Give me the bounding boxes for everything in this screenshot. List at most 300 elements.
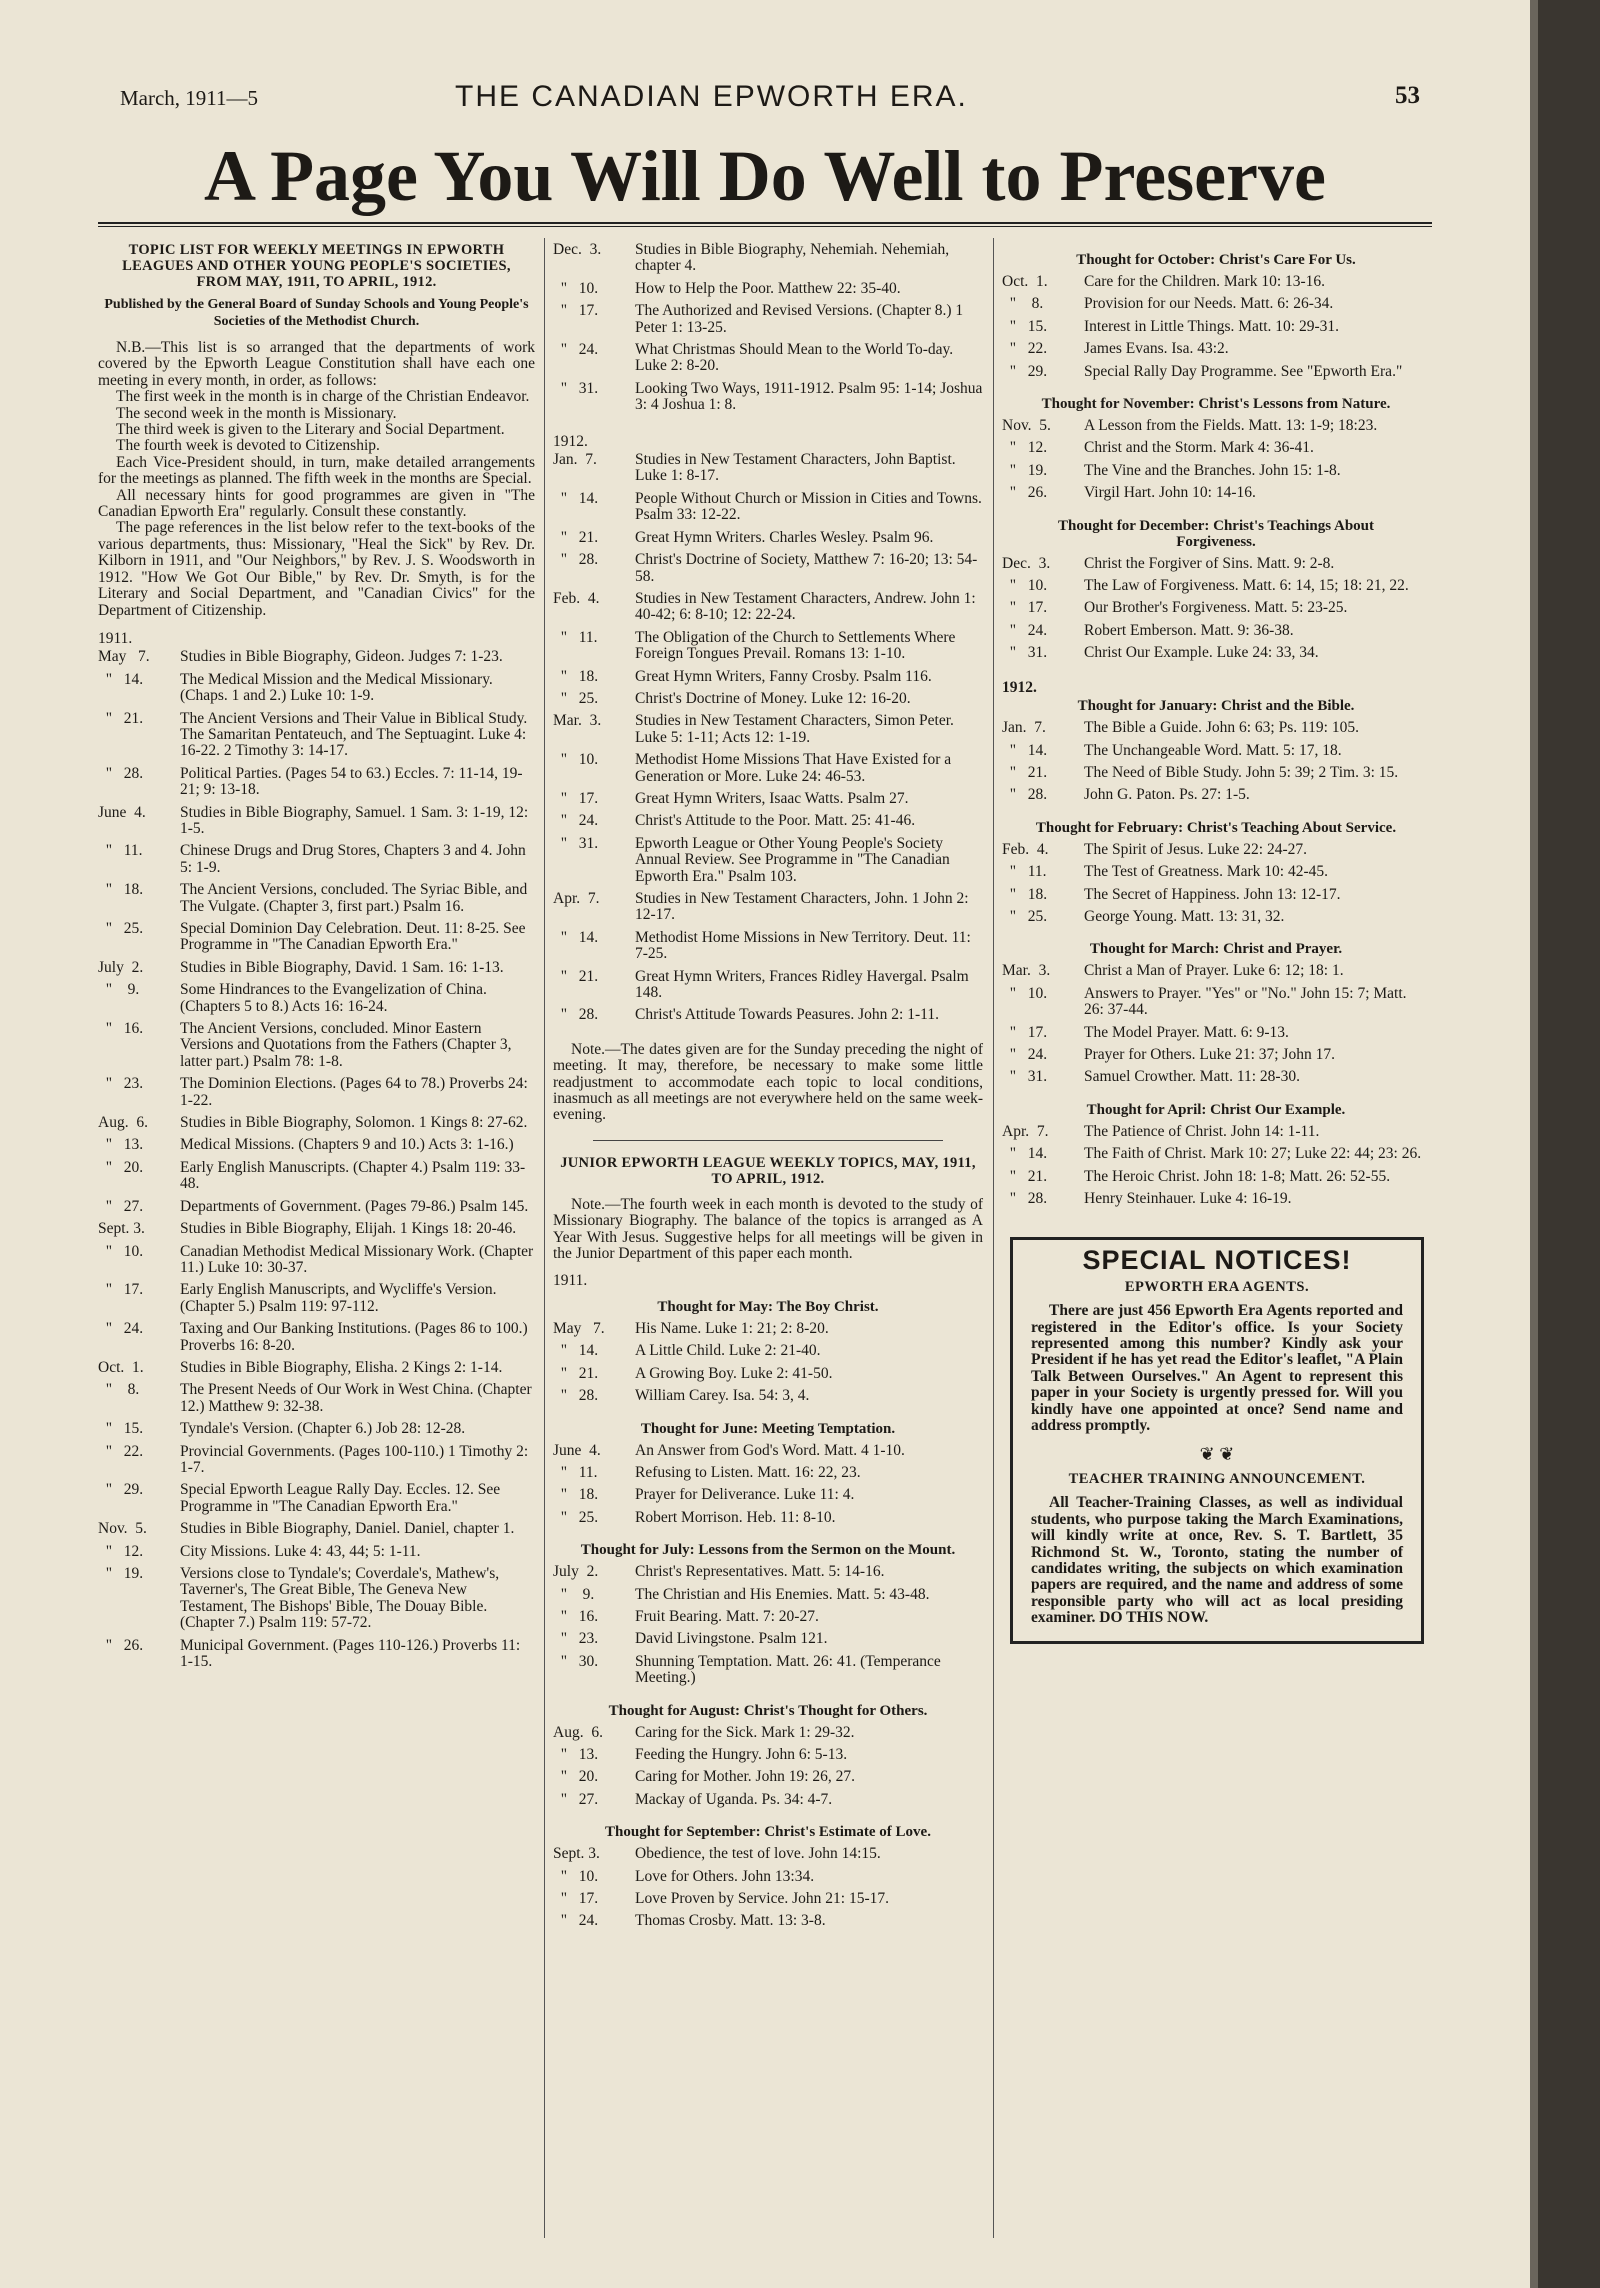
- topic-entry: [553, 1587, 983, 1603]
- entry-date: " 10.: [553, 279, 599, 297]
- topic-entry: [98, 1382, 535, 1415]
- topic-list-title: TOPIC LIST FOR WEEKLY MEETINGS IN EPWORTH LEAGUES AND OTHER YOUNG PEOPLE'S SOCIETIES, FROM MAY, 1911, TO APRIL, 1912.: [122, 242, 511, 290]
- entry-text: Christ's Doctrine of Society, Matthew 7: 16-20; 13: 54-58.: [635, 551, 978, 585]
- topic-entry: [1002, 743, 1430, 759]
- entry-date: " 24.: [553, 1912, 599, 1930]
- topic-entry: [98, 1137, 535, 1153]
- page-headline: A Page You Will Do Well to Preserve: [204, 136, 1326, 216]
- entry-date: " 15.: [1002, 317, 1048, 335]
- entry-date: " 9.: [553, 1585, 595, 1603]
- topic-entry: [553, 1564, 983, 1580]
- entry-date: " 27.: [553, 1790, 599, 1808]
- topic-entry: [1002, 1047, 1430, 1063]
- intro-paragraph: Each Vice-President should, in turn, make detailed arrangements for the meetings as planned. The fifth week in the months are Special.: [98, 453, 535, 488]
- entry-text: Love Proven by Service. John 21: 15-17.: [635, 1890, 889, 1908]
- entry-date: " 23.: [98, 1075, 144, 1093]
- entry-date: " 17.: [98, 1281, 144, 1299]
- entry-date: " 25.: [553, 689, 599, 707]
- entry-text: Mackay of Uganda. Ps. 34: 4-7.: [635, 1790, 833, 1808]
- entry-text: Departments of Government. (Pages 79-86.) Psalm 145.: [180, 1197, 529, 1215]
- topic-entry: [98, 1244, 535, 1277]
- entry-text: The Law of Forgiveness. Matt. 6: 14, 15; 18: 21, 22.: [1084, 577, 1409, 595]
- entry-date: " 10.: [98, 1242, 144, 1260]
- entry-date: Sept. 3.: [553, 1845, 600, 1863]
- entry-text: Great Hymn Writers, Frances Ridley Havergal. Psalm 148.: [635, 967, 969, 1002]
- entry-date: Apr. 7.: [1002, 1122, 1049, 1140]
- topic-entry: [1002, 909, 1430, 925]
- entry-text: Christ's Attitude Towards Peasures. John 2: 1-11.: [635, 1006, 939, 1024]
- entry-date: " 8.: [98, 1381, 140, 1399]
- entry-date: " 28.: [1002, 786, 1048, 804]
- agents-heading: EPWORTH ERA AGENTS.: [1124, 1278, 1310, 1295]
- monthly-thought: Thought for September: Christ's Estimate of Love.: [605, 1824, 931, 1841]
- entry-date: " 29.: [1002, 362, 1048, 380]
- entry-date: " 21.: [553, 528, 599, 546]
- entry-text: Great Hymn Writers. Charles Wesley. Psalm 96.: [635, 528, 934, 546]
- entry-text: The Present Needs of Our Work in West China. (Chapter 12.) Matthew 9: 32-38.: [180, 1381, 532, 1415]
- topic-entries-december: [553, 242, 983, 420]
- entry-text: The Dominion Elections. (Pages 64 to 78.) Proverbs 24: 1-22.: [180, 1075, 528, 1109]
- topic-entry: [1002, 887, 1430, 903]
- entry-text: Methodist Home Missions in New Territory. Deut. 11: 7-25.: [635, 928, 971, 963]
- entry-text: Fruit Bearing. Matt. 7: 20-27.: [635, 1607, 819, 1625]
- entry-date: " 28.: [1002, 1190, 1048, 1207]
- topic-entry: [98, 960, 535, 976]
- entry-date: " 19.: [98, 1565, 144, 1582]
- topic-entry: [98, 1444, 535, 1477]
- year-label: 1912.: [1002, 678, 1037, 696]
- entry-text: Studies in Bible Biography, Nehemiah. Nehemiah, chapter 4.: [635, 241, 950, 275]
- headline-rule-thin: [98, 226, 1432, 227]
- column-1: [98, 242, 535, 1676]
- entry-date: Sept. 3.: [98, 1220, 145, 1238]
- junior-topics-1911-end: [1002, 252, 1430, 668]
- entry-text: The Need of Bible Study. John 5: 39; 2 Tim. 3: 15.: [1084, 763, 1399, 781]
- entry-date: " 18.: [1002, 885, 1048, 903]
- intro-paragraph: The page references in the list below refer to the text-books of the various departments, thus: Missionary, "Heal the Sick" by Rev. Dr. Kilborn in 1911, and "Our Neighbors," by Rev. J. S. Woodsworth in 1912. "How We Got Our Bible," by Rev. Dr. Smyth, is for the Literary and Social Department, and "Canadian Civics" for the Department of Citizenship.: [98, 519, 535, 619]
- entry-date: " 29.: [98, 1481, 144, 1499]
- entry-date: " 14.: [553, 1342, 599, 1360]
- entry-text: Prayer for Others. Luke 21: 37; John 17.: [1084, 1045, 1335, 1063]
- entry-date: " 17.: [1002, 599, 1048, 617]
- entry-text: Municipal Government. (Pages 110-126.) Proverbs 11: 1-15.: [180, 1636, 521, 1671]
- entry-text: The Ancient Versions and Their Value in Biblical Study. The Samaritan Pentateuch, and The Septuagint. Luke 4: 16-22. 2 Timothy 3: 14-17.: [180, 709, 528, 760]
- entry-text: Love for Others. John 13:34.: [635, 1867, 815, 1885]
- junior-note: Note.—The fourth week in each month is devoted to the study of Missionary Biography. The balance of the topics is arranged as A Year With Jesus. Suggestive helps for all meetings will be given in the Junior Department of this paper each month.: [553, 1195, 983, 1263]
- entry-date: " 28.: [553, 551, 599, 569]
- topic-entry: [98, 1360, 535, 1376]
- entry-text: The Model Prayer. Matt. 6: 9-13.: [1084, 1023, 1289, 1041]
- topic-entry: [98, 649, 535, 665]
- entry-text: Chinese Drugs and Drug Stores, Chapters 3 and 4. John 5: 1-9.: [180, 842, 526, 876]
- topic-entry: [553, 1869, 983, 1885]
- topic-entry: [553, 1747, 983, 1763]
- entry-date: " 21.: [98, 709, 144, 727]
- topic-entry: [1002, 1025, 1430, 1041]
- monthly-thought: Thought for November: Christ's Lessons from Nature.: [1041, 396, 1391, 413]
- entry-date: " 25.: [98, 920, 144, 937]
- junior-topics-1912: [1002, 698, 1430, 1213]
- topic-entry: [553, 1343, 983, 1359]
- entry-date: Nov. 5.: [98, 1520, 147, 1538]
- entry-date: " 17.: [553, 789, 599, 807]
- entry-text: Great Hymn Writers, Fanny Crosby. Psalm 116.: [635, 667, 932, 685]
- entry-date: " 23.: [553, 1630, 599, 1648]
- topic-entry: [1002, 578, 1430, 594]
- monthly-thought: Thought for May: The Boy Christ.: [657, 1298, 879, 1315]
- entry-date: " 27.: [98, 1197, 144, 1215]
- entry-date: " 10.: [553, 751, 599, 769]
- entry-text: Prayer for Deliverance. Luke 11: 4.: [635, 1486, 855, 1504]
- page-number: 53: [1395, 82, 1420, 109]
- entry-date: " 11.: [553, 628, 598, 646]
- entry-date: " 12.: [98, 1542, 144, 1560]
- topic-entry: [553, 530, 983, 546]
- entry-text: Studies in Bible Biography, Elisha. 2 Kings 2: 1-14.: [180, 1358, 503, 1376]
- entry-text: The Authorized and Revised Versions. (Chapter 8.) 1 Peter 1: 13-25.: [635, 302, 964, 336]
- entry-text: The Patience of Christ. John 14: 1-11.: [1084, 1122, 1320, 1140]
- entry-date: " 17.: [553, 302, 599, 320]
- entry-text: Epworth League or Other Young People's Society Annual Review. See Programme in "The Canadian Epworth Era." Psalm 103.: [635, 834, 950, 885]
- entry-date: " 28.: [553, 1387, 599, 1405]
- entry-date: " 25.: [1002, 907, 1048, 925]
- entry-date: " 16.: [553, 1607, 599, 1625]
- entry-date: " 14.: [553, 928, 599, 946]
- topic-entry: [553, 1321, 983, 1337]
- teacher-training-text: All Teacher-Training Classes, as well as individual students, who purpose taking the March Examinations, will kindly write at once, Rev. S. T. Bartlett, 35 Richmond St. W., Toronto, stating the number of candidates writing, the subjects on which examination papers are required, and the name and address of some responsible party who will act as local presiding examiner. DO THIS NOW.: [1031, 1494, 1403, 1627]
- topic-entry: [553, 713, 983, 746]
- entry-text: A Growing Boy. Luke 2: 41-50.: [635, 1364, 833, 1382]
- entry-date: Mar. 3.: [1002, 962, 1051, 980]
- topic-entry: [98, 982, 535, 1015]
- topic-entry: [98, 1566, 535, 1632]
- ornament: ❦ ❦: [1199, 1444, 1235, 1465]
- entry-date: " 17.: [1002, 1023, 1048, 1041]
- entry-text: Robert Emberson. Matt. 9: 36-38.: [1084, 621, 1294, 639]
- entry-text: Caring for Mother. John 19: 26, 27.: [635, 1768, 855, 1786]
- entry-text: Early English Manuscripts, and Wycliffe's Version. (Chapter 5.) Psalm 119: 97-112.: [180, 1281, 497, 1315]
- topic-entry: [1002, 440, 1430, 456]
- entry-date: " 31.: [553, 379, 599, 397]
- entry-text: The Obligation of the Church to Settlements Where Foreign Tongues Prevail. Romans 13: 1-10.: [635, 628, 956, 663]
- entry-text: George Young. Matt. 13: 31, 32.: [1084, 907, 1285, 925]
- entry-text: Studies in Bible Biography, Solomon. 1 Kings 8: 27-62.: [180, 1114, 528, 1132]
- topic-entry: [1002, 418, 1430, 434]
- entry-date: May 7.: [98, 648, 150, 666]
- entry-date: Dec. 3.: [1002, 554, 1051, 572]
- entry-date: Aug. 6.: [553, 1723, 603, 1741]
- entry-date: " 10.: [1002, 577, 1048, 595]
- entry-text: Robert Morrison. Heb. 11: 8-10.: [635, 1508, 836, 1526]
- entry-date: July 2.: [98, 958, 144, 976]
- column-divider-2: [993, 238, 994, 2238]
- entry-text: Virgil Hart. John 10: 14-16.: [1084, 484, 1256, 502]
- entry-text: The Test of Greatness. Mark 10: 42-45.: [1084, 863, 1328, 881]
- entry-text: Medical Missions. (Chapters 9 and 10.) Acts 3: 1-16.): [180, 1136, 514, 1154]
- topic-entry: [98, 711, 535, 760]
- topic-entry: [1002, 1069, 1430, 1085]
- entry-date: " 20.: [553, 1768, 599, 1786]
- column-2: [553, 242, 983, 1936]
- topic-entry: [553, 1913, 983, 1929]
- intro-paragraph: The third week is given to the Literary and Social Department.: [116, 421, 505, 439]
- topic-entry: [553, 1609, 983, 1625]
- topic-entry: [553, 969, 983, 1002]
- topic-entry: [553, 552, 983, 585]
- entry-text: Christ's Attitude to the Poor. Matt. 25: 41-46.: [635, 812, 916, 830]
- entry-date: " 24.: [1002, 621, 1048, 639]
- entry-text: Studies in Bible Biography, Samuel. 1 Sam. 3: 1-19, 12: 1-5.: [180, 803, 529, 837]
- entry-date: June 4.: [98, 803, 146, 821]
- entry-text: The Spirit of Jesus. Luke 22: 24-27.: [1084, 840, 1308, 858]
- entry-text: Thomas Crosby. Matt. 13: 3-8.: [635, 1912, 826, 1930]
- entry-text: The Heroic Christ. John 18: 1-8; Matt. 26: 52-55.: [1084, 1167, 1391, 1185]
- entry-text: Special Dominion Day Celebration. Deut. 11: 8-25. See Programme in "The Canadian Epworth Era.": [180, 920, 526, 954]
- intro-paragraph: The second week in the month is Missionary.: [116, 404, 397, 422]
- entry-text: A Lesson from the Fields. Matt. 13: 1-9; 18:23.: [1084, 417, 1378, 435]
- topic-entry: [1002, 319, 1430, 335]
- entry-date: June 4.: [553, 1441, 601, 1459]
- entry-text: How to Help the Poor. Matthew 22: 35-40.: [635, 279, 901, 297]
- entry-text: The Ancient Versions, concluded. The Syriac Bible, and The Vulgate. (Chapter 3, first part.) Psalm 16.: [180, 881, 528, 915]
- topic-entry: [98, 805, 535, 838]
- topic-entry: [98, 672, 535, 705]
- topic-entry: [98, 1421, 535, 1437]
- topic-entry: [98, 1076, 535, 1109]
- topic-entry: [553, 452, 983, 485]
- entry-date: " 20.: [98, 1158, 144, 1176]
- monthly-thought: Thought for December: Christ's Teachings About Forgiveness.: [1058, 517, 1374, 550]
- topic-entry: [1002, 720, 1430, 736]
- entry-text: Henry Steinhauer. Luke 4: 16-19.: [1084, 1190, 1292, 1207]
- entry-text: Christ the Forgiver of Sins. Matt. 9: 2-8.: [1084, 554, 1335, 572]
- entry-date: " 11.: [98, 842, 143, 860]
- monthly-thought: Thought for March: Christ and Prayer.: [1089, 941, 1343, 958]
- entry-date: " 8.: [1002, 295, 1044, 313]
- topic-entry: [98, 1221, 535, 1237]
- topic-entry: [553, 836, 983, 885]
- entry-text: The Bible a Guide. John 6: 63; Ps. 119: 105.: [1084, 719, 1359, 737]
- topic-entry: [1002, 842, 1430, 858]
- topic-entry: [98, 1282, 535, 1315]
- entry-date: " 28.: [98, 764, 144, 782]
- entry-text: Methodist Home Missions That Have Existed for a Generation or More. Luke 24: 46-53.: [635, 751, 952, 785]
- entry-date: Jan. 7.: [553, 451, 597, 469]
- topic-entry: [98, 1321, 535, 1354]
- entry-text: Looking Two Ways, 1911-1912. Psalm 95: 1-14; Joshua 3: 4 Joshua 1: 8.: [635, 379, 983, 414]
- topic-list-intro: [98, 340, 535, 619]
- journal-title: THE CANADIAN EPWORTH ERA.: [455, 80, 968, 113]
- running-header: [120, 80, 1420, 120]
- topic-entry: [553, 1510, 983, 1526]
- topic-entry: [1002, 623, 1430, 639]
- entry-text: Obedience, the test of love. John 14:15.: [635, 1845, 881, 1863]
- topic-entries-1912: [553, 452, 983, 1030]
- topic-entry: [553, 281, 983, 297]
- entry-date: " 25.: [553, 1508, 599, 1526]
- topic-entry: [1002, 986, 1430, 1019]
- entry-date: " 22.: [98, 1442, 144, 1460]
- book-binding: [1530, 0, 1600, 2288]
- entry-text: Studies in New Testament Characters, John Baptist. Luke 1: 8-17.: [635, 451, 956, 485]
- topic-entry: [553, 891, 983, 924]
- entry-text: People Without Church or Mission in Cities and Towns. Psalm 33: 12-22.: [635, 489, 982, 524]
- entry-date: Mar. 3.: [553, 712, 602, 730]
- topic-entry: [553, 303, 983, 336]
- entry-date: " 21.: [1002, 1167, 1048, 1185]
- topic-entry: [1002, 787, 1430, 803]
- entry-text: James Evans. Isa. 43:2.: [1084, 340, 1229, 358]
- entry-text: Studies in New Testament Characters, Simon Peter. Luke 5: 1-11; Acts 12: 1-19.: [635, 712, 954, 746]
- year-label: 1911.: [553, 1271, 588, 1289]
- entry-date: " 14.: [1002, 1145, 1048, 1163]
- entry-text: Provincial Governments. (Pages 100-110.) 1 Timothy 2: 1-7.: [180, 1442, 529, 1476]
- entry-date: Dec. 3.: [553, 241, 602, 258]
- entry-date: " 31.: [1002, 644, 1048, 662]
- monthly-thought: Thought for April: Christ Our Example.: [1086, 1101, 1346, 1118]
- topic-entry: [553, 1654, 983, 1687]
- topic-entry: [98, 921, 535, 954]
- entry-text: Care for the Children. Mark 10: 13-16.: [1084, 273, 1326, 290]
- entry-text: Political Parties. (Pages 54 to 63.) Eccles. 7: 11-14, 19-21; 9: 13-18.: [180, 764, 523, 799]
- entry-text: Tyndale's Version. (Chapter 6.) Job 28: 12-28.: [180, 1420, 466, 1438]
- entry-text: Versions close to Tyndale's; Coverdale's, Mathew's, Taverner's, The Great Bible, The Geneva New Testament, The Bishops' Bible, The Douay Bible. (Chapter 7.) Psalm 119: 57-72.: [180, 1565, 500, 1632]
- entry-text: Studies in Bible Biography, Elijah. 1 Kings 18: 20-46.: [180, 1220, 517, 1238]
- topic-entry: [553, 1388, 983, 1404]
- entry-date: " 9.: [98, 981, 140, 999]
- entry-text: Caring for the Sick. Mark 1: 29-32.: [635, 1723, 855, 1741]
- entry-date: Nov. 5.: [1002, 417, 1051, 435]
- intro-paragraph: All necessary hints for good programmes are given in "The Canadian Epworth Era" regularly. Consult these constantly.: [98, 486, 535, 521]
- entry-date: " 11.: [1002, 863, 1047, 881]
- entry-date: " 22.: [1002, 340, 1048, 358]
- topic-entry: [98, 1199, 535, 1215]
- topic-entry: [553, 1366, 983, 1382]
- topic-entry: [1002, 864, 1430, 880]
- topic-entry: [553, 1631, 983, 1647]
- year-label: 1911.: [98, 629, 133, 647]
- entry-date: " 17.: [553, 1890, 599, 1908]
- issue-date: March, 1911—5: [120, 86, 259, 110]
- topic-entry: [553, 1846, 983, 1862]
- topic-entry: [553, 381, 983, 414]
- entry-date: May 7.: [553, 1319, 605, 1337]
- entry-text: Christ Our Example. Luke 24: 33, 34.: [1084, 644, 1319, 662]
- monthly-thought: Thought for January: Christ and the Bible.: [1077, 698, 1355, 715]
- topic-entry: [553, 930, 983, 963]
- topic-entry: [553, 1007, 983, 1023]
- entry-text: His Name. Luke 1: 21; 2: 8-20.: [635, 1319, 829, 1337]
- entry-date: " 31.: [1002, 1068, 1048, 1086]
- entry-text: Special Epworth League Rally Day. Eccles. 12. See Programme in "The Canadian Epworth Era.": [180, 1481, 501, 1515]
- entry-date: Apr. 7.: [553, 890, 600, 907]
- entry-text: Early English Manuscripts. (Chapter 4.) Psalm 119: 33-48.: [180, 1158, 526, 1193]
- entry-date: " 13.: [553, 1746, 599, 1763]
- entry-text: Special Rally Day Programme. See "Epworth Era.": [1084, 362, 1403, 380]
- topic-entry: [98, 1160, 535, 1193]
- topic-entry: [98, 1544, 535, 1560]
- entry-text: Christ's Doctrine of Money. Luke 12: 16-20.: [635, 689, 911, 707]
- entry-text: Samuel Crowther. Matt. 11: 28-30.: [1084, 1068, 1300, 1086]
- entry-text: John G. Paton. Ps. 27: 1-5.: [1084, 786, 1250, 804]
- monthly-thought: Thought for July: Lessons from the Sermon on the Mount.: [580, 1542, 956, 1559]
- topic-entry: [553, 752, 983, 785]
- entry-text: Christ's Representatives. Matt. 5: 14-16.: [635, 1563, 885, 1581]
- entry-text: Interest in Little Things. Matt. 10: 29-31.: [1084, 317, 1340, 335]
- entry-text: A Little Child. Luke 2: 21-40.: [635, 1342, 821, 1360]
- entry-date: " 24.: [553, 812, 599, 830]
- entry-date: " 30.: [553, 1652, 599, 1670]
- monthly-thought: Thought for October: Christ's Care For Us.: [1076, 252, 1356, 268]
- entry-date: " 26.: [98, 1636, 144, 1654]
- topic-entry: [1002, 485, 1430, 501]
- topic-entry: [553, 791, 983, 807]
- topic-entry: [1002, 1191, 1430, 1207]
- topic-entry: [553, 1891, 983, 1907]
- topic-entry: [553, 630, 983, 663]
- entry-date: Feb. 4.: [553, 589, 600, 607]
- topic-entry: [1002, 1169, 1430, 1185]
- topic-entry: [98, 882, 535, 915]
- topic-entry: [1002, 556, 1430, 572]
- entry-text: William Carey. Isa. 54: 3, 4.: [635, 1387, 810, 1405]
- topic-entry: [1002, 1124, 1430, 1140]
- entry-text: David Livingstone. Psalm 121.: [635, 1630, 828, 1648]
- entry-text: Our Brother's Forgiveness. Matt. 5: 23-25.: [1084, 599, 1348, 617]
- junior-topics-col2: [553, 1299, 983, 1936]
- entry-text: Studies in Bible Biography, David. 1 Sam. 16: 1-13.: [180, 958, 504, 976]
- entry-date: " 18.: [98, 881, 144, 899]
- topic-entry: [553, 591, 983, 624]
- entry-text: Some Hindrances to the Evangelization of China. (Chapters 5 to 8.) Acts 16: 16-24.: [180, 981, 487, 1015]
- section-divider: [593, 1140, 943, 1141]
- entry-date: Jan. 7.: [1002, 719, 1046, 737]
- topic-entry: [553, 669, 983, 685]
- entry-date: " 19.: [1002, 461, 1048, 479]
- entry-date: Oct. 1.: [1002, 273, 1048, 290]
- entry-date: " 14.: [553, 489, 599, 507]
- entry-text: Christ a Man of Prayer. Luke 6: 12; 18: 1.: [1084, 962, 1344, 980]
- entry-date: July 2.: [553, 1563, 599, 1581]
- topic-entry: [98, 1021, 535, 1070]
- topic-entry: [1002, 963, 1430, 979]
- entry-text: Studies in New Testament Characters, Andrew. John 1: 40-42; 6: 8-10; 12: 22-24.: [635, 589, 976, 624]
- topic-entry: [1002, 645, 1430, 661]
- topic-entry: [1002, 296, 1430, 312]
- entry-text: Taxing and Our Banking Institutions. (Pages 86 to 100.) Proverbs 16: 8-20.: [180, 1320, 528, 1354]
- entry-date: " 15.: [98, 1420, 144, 1438]
- topic-entry: [98, 843, 535, 876]
- entry-date: " 16.: [98, 1020, 144, 1038]
- special-notices-box: [1010, 1237, 1424, 1643]
- entry-date: Oct. 1.: [98, 1358, 144, 1376]
- entry-text: The Ancient Versions, concluded. Minor Eastern Versions and Quotations from the Fathers (Chapter 3, latter part.) Psalm 78: 1-8.: [180, 1020, 512, 1070]
- intro-paragraph: N.B.—This list is so arranged that the departments of work covered by the Epworth League Constitution shall have each one meeting in every month, in order, as follows:: [98, 339, 535, 389]
- intro-paragraph: The fourth week is devoted to Citizenship.: [116, 437, 380, 455]
- entry-text: Answers to Prayer. "Yes" or "No." John 15: 7; Matt. 26: 37-44.: [1084, 984, 1407, 1019]
- topic-entry: [553, 1487, 983, 1503]
- topic-entry: [553, 1443, 983, 1459]
- topic-entry: [553, 813, 983, 829]
- entry-date: " 24.: [553, 341, 599, 359]
- entry-text: Studies in New Testament Characters, John. 1 John 2: 12-17.: [635, 890, 969, 924]
- topic-entry: [1002, 364, 1430, 380]
- entry-text: The Unchangeable Word. Matt. 5: 17, 18.: [1084, 741, 1342, 759]
- topic-entry: [98, 766, 535, 799]
- entry-text: Studies in Bible Biography, Gideon. Judges 7: 1-23.: [180, 648, 503, 666]
- topic-entry: [1002, 765, 1430, 781]
- entry-text: Feeding the Hungry. John 6: 5-13.: [635, 1746, 848, 1763]
